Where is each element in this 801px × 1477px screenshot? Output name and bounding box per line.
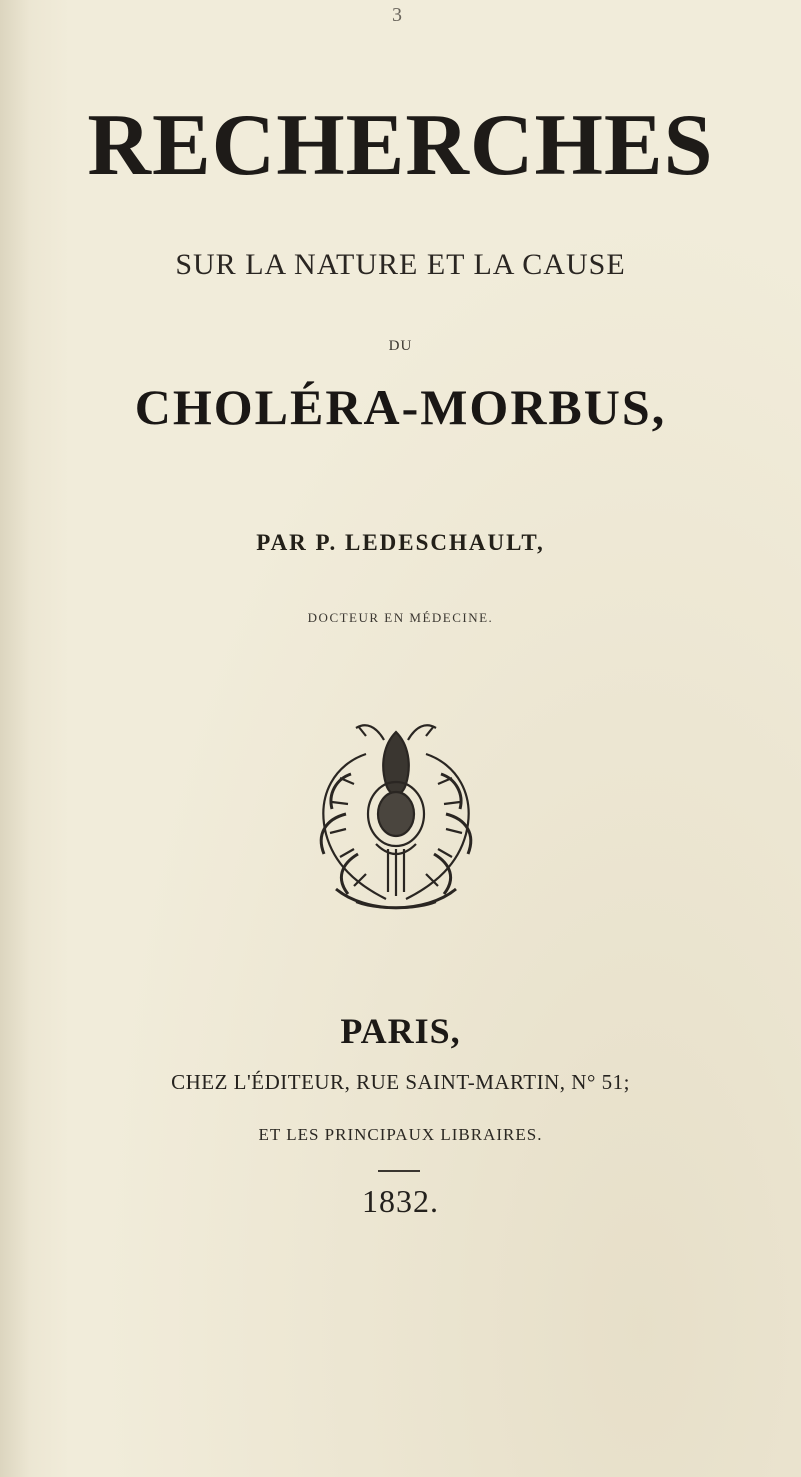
author-credential: DOCTEUR EN MÉDECINE. — [307, 610, 494, 625]
imprint-year: 1832. — [362, 1183, 439, 1219]
imprint-booksellers: ET LES PRINCIPAUX LIBRAIRES. — [258, 1125, 543, 1144]
subject-title: CHOLÉRA-MORBUS, — [134, 379, 667, 435]
page-number: 3 — [392, 4, 402, 26]
floral-vignette-icon — [296, 714, 496, 920]
divider — [378, 1170, 420, 1172]
imprint-city: PARIS, — [340, 1011, 461, 1051]
connector-word: DU — [388, 338, 413, 354]
book-subtitle: SUR LA NATURE ET LA CAUSE — [175, 248, 626, 281]
author-line: PAR P. LEDESCHAULT, — [256, 530, 545, 555]
imprint-publisher: CHEZ L'ÉDITEUR, RUE SAINT-MARTIN, N° 51; — [171, 1070, 630, 1094]
book-title: RECHERCHES — [87, 97, 714, 194]
